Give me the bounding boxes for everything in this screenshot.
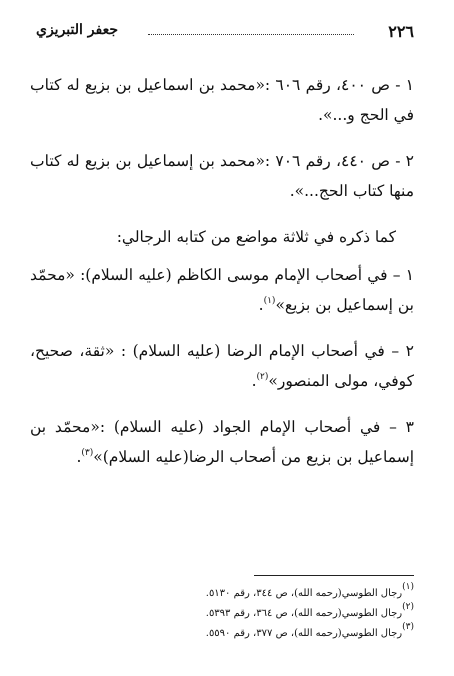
paragraph-3 [30,222,414,252]
page-header [36,22,414,46]
footnote-2 [30,604,414,624]
body-text [30,70,414,488]
footnotes [30,575,414,644]
footnote-3-text: رجال الطوسي(رحمه الله)، ص ٣٧٧، رقم ٥٥٩٠. [205,628,403,639]
paragraph-1 [30,70,414,130]
paragraph-2 [30,146,414,206]
paragraph-5 [30,336,414,396]
header-dotted-leader [148,34,354,35]
footnote-1 [30,584,414,604]
footnote-1-text: رجال الطوسي(رحمه الله)، ص ٣٤٤، رقم ٥١٣٠. [205,588,403,599]
footnote-2-text: رجال الطوسي(رحمه الله)، ص ٣٦٤، رقم ٥٣٩٣. [205,608,403,619]
paragraph-2-text: ٢ - ص ٤٤٠، رقم ٧٠٦ :«محمد بن إسماعيل بن بزيع له كتاب منها كتاب الحج...». [30,152,414,200]
footnote-1-marker: (١) [402,582,414,592]
footnote-ref-1: (١) [263,296,276,306]
page-number: ٢٢٦ [388,22,414,41]
paragraph-5-text: ٢ – في أصحاب الإمام الرضا (عليه السلام) : «ثقة، صحيح، كوفي، مولى المنصور» [30,342,414,390]
footnote-separator [254,575,414,576]
paragraph-3-text: كما ذكره في ثلاثة مواضع من كتابه الرجالي: [116,228,396,246]
paragraph-1-text: ١ - ص ٤٠٠، رقم ٦٠٦ :«محمد بن اسماعيل بن بزيع له كتاب في الحج و...». [30,76,414,124]
paragraph-4-end: . [258,296,264,314]
paragraph-4-text: ١ – في أصحاب الإمام موسى الكاظم (عليه السلام): «محمّد بن إسماعيل بن بزيع» [30,266,414,314]
paragraph-4 [30,260,414,320]
running-title: جعفر التبريزي [36,22,118,38]
footnote-3-marker: (٣) [402,622,414,632]
paragraph-5-end: . [251,372,257,390]
paragraph-6-end: . [76,448,82,466]
footnote-3 [30,624,414,644]
paragraph-6-text: ٣ – في أصحاب الإمام الجواد (عليه السلام) :«محمّد بن إسماعيل بن بزيع من أصحاب الرضا(عليه السلام)» [30,418,414,466]
footnote-ref-2: (٢) [256,372,269,382]
footnote-ref-3: (٣) [81,448,94,458]
footnote-2-marker: (٢) [402,602,414,612]
paragraph-6 [30,412,414,472]
